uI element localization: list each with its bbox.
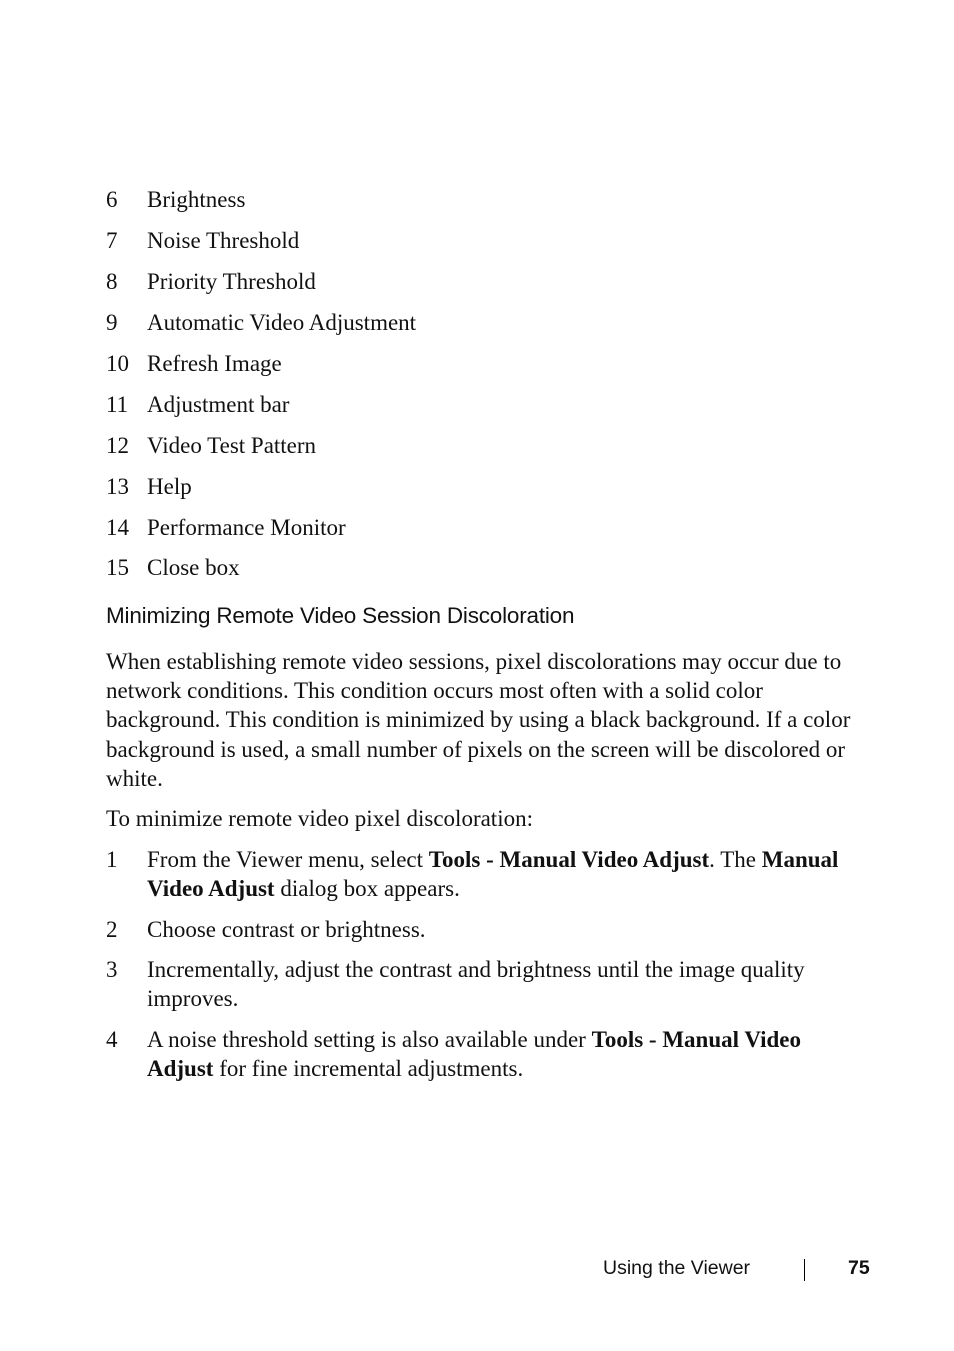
menu-path: Adjust	[147, 1056, 214, 1082]
legend-label: Close box	[147, 555, 240, 580]
legend-label: Noise Threshold	[147, 228, 300, 253]
step-text-run: improves.	[147, 986, 239, 1012]
legend-item	[0, 513, 954, 543]
legend-item	[0, 472, 954, 502]
legend-number: 15	[106, 555, 129, 580]
footer-section-title: Using the Viewer	[603, 1257, 751, 1279]
step-number: 2	[106, 917, 118, 942]
legend-label: Video Test Pattern	[147, 433, 317, 458]
legend-number: 6	[106, 187, 118, 212]
step-text-run: . The	[709, 847, 762, 872]
paragraph-line: network conditions. This condition occurs most often with a solid color	[106, 678, 763, 704]
paragraph-line: background is used, a small number of pixels on the screen will be discolored or	[106, 736, 846, 762]
step-text-run: dialog box appears.	[274, 876, 460, 902]
step-text-run: Choose contrast or brightness.	[147, 917, 426, 942]
legend-label: Automatic Video Adjustment	[147, 310, 417, 335]
step-line	[147, 845, 867, 874]
legend-label: Brightness	[147, 187, 246, 212]
step-text-run: Incrementally, adjust the contrast and brightness until the image quality	[147, 957, 805, 982]
step-number: 3	[106, 957, 118, 982]
dialog-name: Manual	[761, 847, 839, 872]
legend-item	[0, 226, 954, 256]
paragraph-line: background. This condition is minimized by using a black background. If a color	[106, 707, 851, 733]
step-line	[147, 955, 867, 984]
step-line	[147, 874, 867, 903]
step-number: 4	[106, 1027, 118, 1052]
menu-path: Tools - Manual Video	[591, 1027, 801, 1052]
paragraph-line: white.	[106, 765, 163, 791]
step-line	[147, 915, 867, 944]
legend-item	[0, 431, 954, 461]
legend-number: 14	[106, 515, 129, 540]
legend-label: Help	[147, 474, 192, 499]
legend-label: Adjustment bar	[147, 392, 290, 417]
step-line	[147, 1025, 867, 1054]
legend-label: Refresh Image	[147, 351, 282, 376]
legend-item	[0, 185, 954, 215]
legend-label: Performance Monitor	[147, 515, 346, 540]
legend-number: 12	[106, 433, 129, 458]
step-text-run: for fine incremental adjustments.	[213, 1056, 524, 1082]
step-line	[147, 1054, 867, 1083]
legend-item	[0, 553, 954, 583]
step-text	[147, 845, 867, 903]
legend-item	[0, 349, 954, 379]
step-text	[147, 955, 867, 1013]
step-text-run: A noise threshold setting is also available under	[147, 1027, 592, 1052]
step-text	[147, 915, 867, 944]
paragraph-line: When establishing remote video sessions, pixel discolorations may occur due to	[106, 649, 842, 674]
section-heading: Minimizing Remote Video Session Discoloration	[106, 603, 575, 628]
legend-number: 8	[106, 269, 118, 294]
legend-item	[0, 267, 954, 297]
legend-number: 13	[106, 474, 129, 499]
step-number: 1	[106, 847, 118, 872]
step-text-run: From the Viewer menu, select	[147, 847, 429, 872]
page-number: 75	[848, 1257, 870, 1279]
legend-number: 11	[106, 392, 129, 417]
intro-paragraph	[106, 647, 876, 793]
legend-label: Priority Threshold	[147, 269, 316, 294]
menu-path: Tools - Manual Video Adjust	[428, 847, 710, 872]
footer-divider	[804, 1259, 805, 1281]
legend-number: 9	[106, 310, 118, 335]
dialog-name: Video Adjust	[147, 876, 275, 902]
legend-number: 7	[106, 228, 118, 253]
legend-item	[0, 308, 954, 338]
step-text	[147, 1025, 867, 1083]
step-line	[147, 984, 867, 1013]
procedure-lead: To minimize remote video pixel discoloration:	[106, 806, 533, 831]
legend-number: 10	[106, 351, 129, 376]
legend-item	[0, 390, 954, 420]
